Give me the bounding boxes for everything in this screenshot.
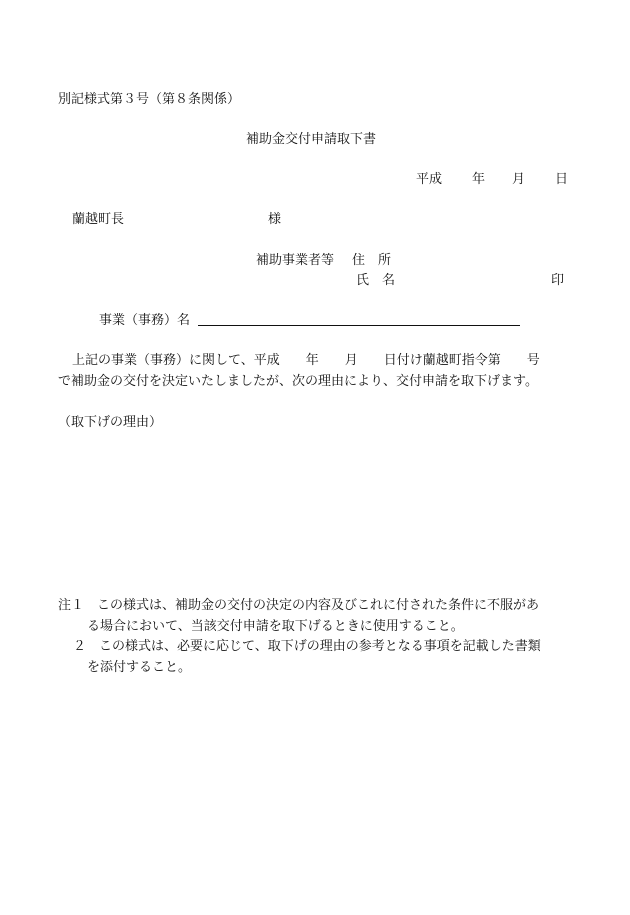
- project-name-underline: [198, 325, 520, 326]
- body-line-2: で補助金の交付を決定いたしましたが、次の理由により、交付申請を取下げます。: [58, 374, 538, 389]
- applicant-label: 補助事業者等: [256, 253, 335, 268]
- document-title: 補助金交付申請取下書: [246, 132, 377, 147]
- applicant-address-label: 住 所: [352, 253, 392, 268]
- note-2-line-1: ２ この様式は、必要に応じて、取下げの理由の参考となる事項を記載した書類: [73, 639, 541, 654]
- addressee-honorific: 様: [268, 212, 282, 227]
- date-month: 月: [512, 172, 526, 187]
- note-1-line-2: る場合において、当該交付申請を取下げるときに使用すること。: [87, 619, 464, 634]
- project-name-label: 事業（事務）名: [99, 313, 191, 328]
- note-1-line-1: 注１ この様式は、補助金の交付の決定の内容及びこれに付された条件に不服があ: [58, 598, 540, 613]
- addressee-name: 蘭越町長: [72, 212, 125, 227]
- note-2-line-2: を添付すること。: [87, 660, 192, 675]
- date-day: 日: [555, 172, 569, 187]
- reason-heading: （取下げの理由）: [58, 415, 163, 430]
- body-line-1: 上記の事業（事務）に関して、平成 年 月 日付け蘭越町指令第 号: [72, 353, 540, 368]
- date-year: 年: [472, 172, 486, 187]
- applicant-name-label: 氏 名: [356, 273, 396, 288]
- form-number: 別記様式第３号（第８条関係）: [58, 92, 241, 107]
- date-era: 平成: [416, 172, 443, 187]
- applicant-seal: 印: [551, 273, 565, 288]
